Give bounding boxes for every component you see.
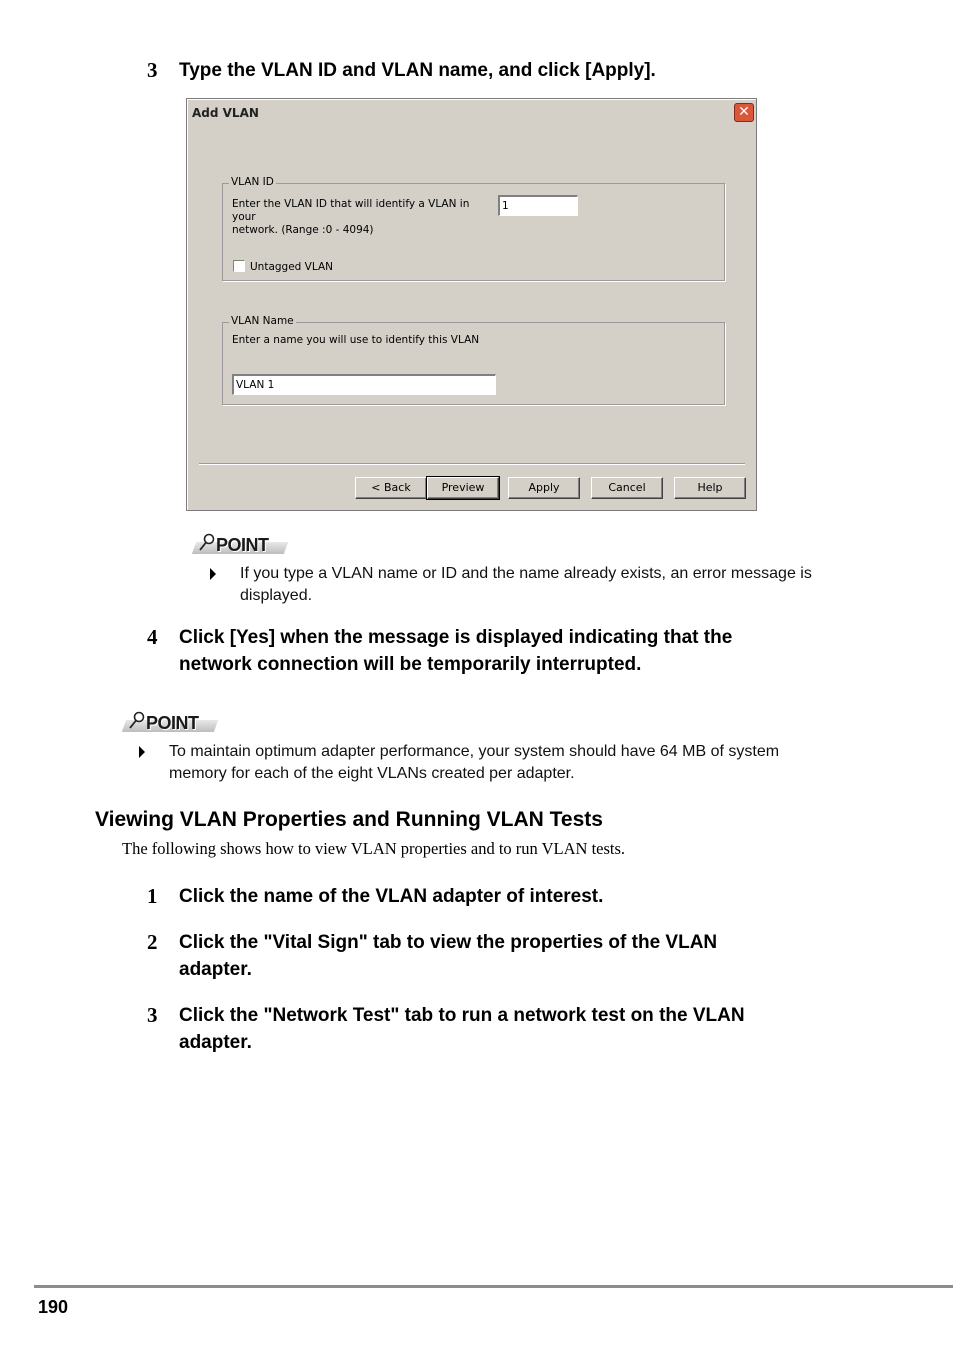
add-vlan-dialog	[186, 98, 757, 511]
preview-button[interactable]: Preview	[427, 477, 499, 499]
back-button[interactable]: < Back	[355, 477, 427, 499]
step-number: 3	[147, 1003, 158, 1027]
footer-rule	[34, 1285, 953, 1288]
vlan-id-input[interactable]: 1	[498, 195, 578, 216]
step-number: 2	[147, 930, 158, 954]
cancel-button[interactable]: Cancel	[591, 477, 663, 499]
untagged-vlan-label: Untagged VLAN	[250, 261, 333, 273]
step-instruction: Click the "Network Test" tab to run a network test on the VLAN adapter.	[179, 1005, 745, 1053]
magnifier-icon	[198, 533, 216, 553]
bullet-arrow-icon	[139, 746, 145, 758]
apply-button[interactable]: Apply	[508, 477, 580, 499]
point-note: To maintain optimum adapter performance, your system should have 64 MB of system memory for each of the eight VLANs created per adapter.	[169, 743, 780, 782]
point-badge-label: POINT	[216, 535, 269, 555]
help-button[interactable]: Help	[674, 477, 746, 499]
step-instruction: Type the VLAN ID and VLAN name, and click [Apply].	[179, 60, 656, 81]
bullet-arrow-icon	[210, 568, 216, 580]
step-number: 1	[147, 884, 158, 908]
vlan-id-description: Enter the VLAN ID that will identify a VLAN in your network. (Range :0 - 4094)	[232, 198, 470, 236]
step-instruction: Click the "Vital Sign" tab to view the properties of the VLAN adapter.	[179, 932, 718, 980]
section-heading: Viewing VLAN Properties and Running VLAN Tests	[95, 808, 603, 831]
step-number: 3	[147, 58, 158, 82]
point-badge	[194, 533, 290, 557]
untagged-vlan-checkbox[interactable]	[233, 260, 245, 272]
vlan-id-legend: VLAN ID	[231, 176, 274, 188]
section-intro: The following shows how to view VLAN properties and to run VLAN tests.	[122, 839, 626, 858]
point-note: If you type a VLAN name or ID and the name already exists, an error message is displayed.	[240, 565, 812, 604]
point-badge	[124, 711, 220, 735]
step-instruction: Click [Yes] when the message is displayed indicating that the network connection will be temporarily interrupted.	[179, 627, 733, 675]
vlan-name-group	[222, 315, 725, 405]
button-separator	[199, 463, 745, 465]
step-number: 4	[147, 625, 158, 649]
vlan-id-group	[222, 176, 725, 281]
dialog-title: Add VLAN	[192, 106, 259, 120]
point-badge-label: POINT	[146, 713, 199, 733]
magnifier-icon	[128, 711, 146, 731]
vlan-name-description: Enter a name you will use to identify this VLAN	[232, 334, 480, 346]
vlan-name-legend: VLAN Name	[231, 315, 294, 327]
step-instruction: Click the name of the VLAN adapter of interest.	[179, 886, 604, 907]
vlan-name-input[interactable]: VLAN 1	[232, 374, 496, 395]
close-icon[interactable]: ✕	[734, 103, 754, 122]
page-number: 190	[38, 1297, 69, 1317]
